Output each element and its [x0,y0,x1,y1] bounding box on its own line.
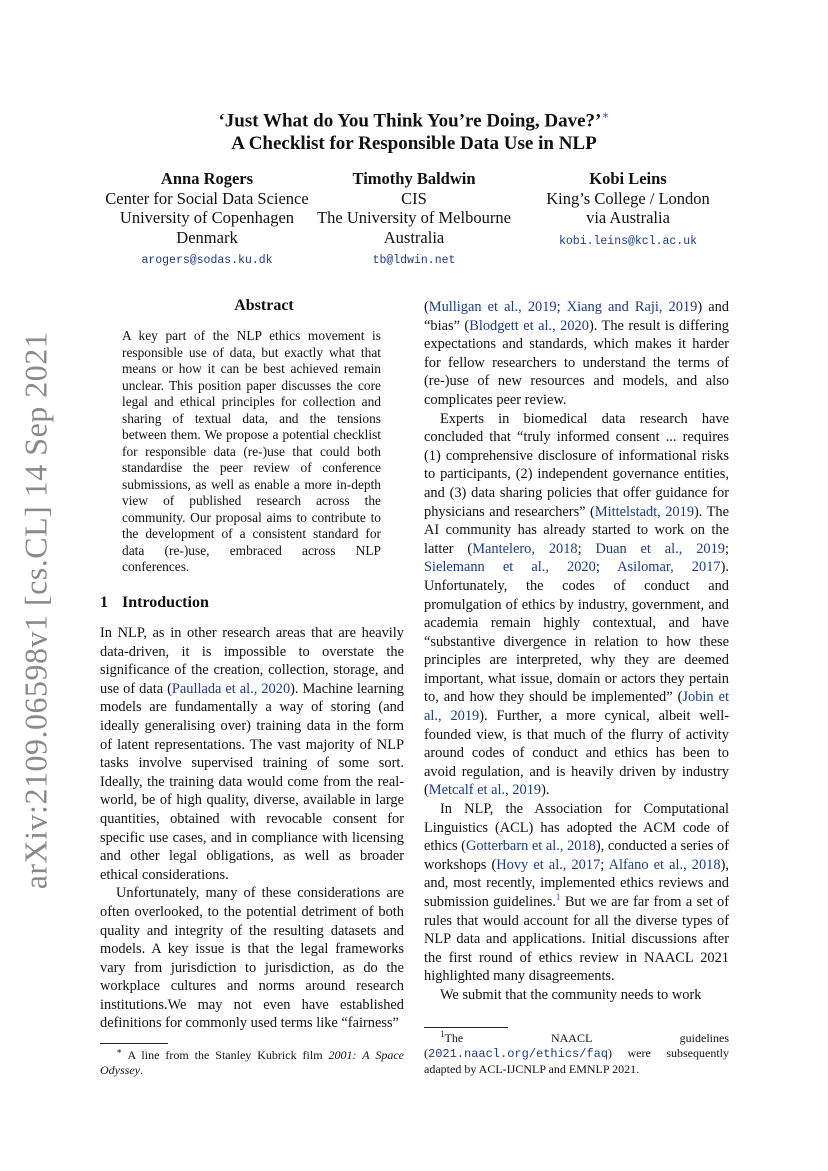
author-affiliation: via Australia [586,208,670,227]
author-email[interactable]: kobi.leins@kcl.ac.uk [558,234,698,248]
citation-link[interactable]: Xiang and Raji, 2019 [566,299,698,315]
author-affiliation: King’s College / London [546,188,710,208]
section-title: Introduction [122,594,209,611]
arxiv-watermark: arXiv:2109.06598v1 [cs.CL] 14 Sep 2021 [17,331,54,889]
abstract-text: A key part of the NLP ethics movement is responsible use of data, but exactly what that means or how it can be best achieved remain unclear. This position paper discusses the core legal and ethical principles for collection and sharing of textual data, and the tensions between them. We propose a potential checklist for responsible data (re-)use that could both standardise the peer review of conference submissions, as well as enable a more in-depth view of published research across the community. Our proposal aims to contribute to the development of a consistent standard for data (re-)use, embraced across NLP conferences. [122,328,381,574]
citation-link[interactable]: Asilomar, 2017 [617,559,721,576]
author-affiliation: Center for Social Data Science [105,188,309,208]
paragraph: Experts in biomedical data research have concluded that “truly informed consent ... requires (1) comprehensive disclosure of informational risks to participants, (2) independent governance entities, and (3) data sharing policies that offer guidance for physicians and researchers” (Mittelstadt, 2019). The AI community has already started to work on the latter (Mantelero, 2018; Duan et al., 2019; Sielemann et al., 2020; Asilomar, 2017). Unfortunately, the codes of conduct and promulgation of ethics by industry, government, and academia remain highly contextual, and have “substantive divergence in relation to how these principles are interpreted, why they are deemed important, what issue, domain or actors they pertain to, and how they should be implemented” (Jobin et al., 2019). Further, a more cynical, albeit well-founded view, is that much of the flurry of activity around codes of conduct and ethics has been to avoid regulation, and is heavily driven by industry (Metcalf et al., 2019). [424,410,729,799]
footnote-mark: 1 [440,1029,445,1039]
abstract-heading: Abstract [234,297,294,314]
right-column-body [424,298,729,1005]
paragraph: Unfortunately, many of these considerations are often overlooked, to the potential detriment of both quality and integrity of the resulting datasets and models. A key issue is that the legal frameworks vary from jurisdiction to jurisdiction, as do the workplace cultures and norms around research institutions.We may not even have established definitions for commonly used terms like “fairness” [100,885,404,1032]
footnote-rule [100,1043,168,1044]
author-affiliation: The University of Melbourne [317,208,511,227]
section-heading [100,594,209,612]
paragraph: In NLP, as in other research areas that are heavily data-driven, it is impossible to overstate the significance of the creation, collection, storage, and use of data (Paullada et al., 2020). Machine learning models are fundamentally a way of storing (and ideally generalising over) training data in the form of latent representations. The vast majority of NLP tasks involve supervised training of some sort. Ideally, the training data would come from the real-world, be of high quality, diverse, available in large quantities, obtained with revocable consent for specific use cases, and in compliance with licensing and other legal obligations, as well as broader ethical considerations. [100,625,404,883]
citation-link[interactable]: Gotterbarn et al., 2018 [465,838,596,855]
footnote-marker[interactable]: 1 [555,892,561,903]
citation-link[interactable]: Mulligan et al., 2019 [428,299,557,315]
citation-link[interactable]: Alfano et al., 2018 [608,856,721,873]
title-line-1: ‘Just What do You Think You’re Doing, Dave?’∗ [218,108,610,132]
citation-link[interactable]: Sielemann et al., 2020 [424,559,596,576]
left-column-body [100,624,404,1033]
citation-link[interactable]: Jobin et al., 2019 [424,689,729,725]
author-block [314,169,514,271]
citation-link[interactable]: Blodgett et al., 2020 [469,317,589,334]
title-footnote-marker[interactable]: ∗ [601,108,610,122]
footnote-rule [424,1027,508,1028]
citation-link[interactable]: Duan et al., 2019 [595,540,725,557]
author-block [100,169,314,271]
author-affiliation: Australia [383,227,445,247]
author-name: Timothy Baldwin [352,169,476,188]
section-number: 1 [100,594,108,611]
footnote-mark: ∗ [116,1046,123,1056]
author-email[interactable]: arogers@sodas.ku.dk [141,254,273,267]
paper-title [100,104,728,155]
author-affiliation: University of Copenhagen [119,208,295,227]
paragraph: (Mulligan et al., 2019; Xiang and Raji, 2019) and “bias” (Blodgett et al., 2020). The result is differing expectations and standards, which makes it harder for fellow researchers to understand the terms of (re-)use of new resources and models, and also complicates peer review. [424,299,729,408]
footnote: $^1$The NAACL guidelines (2021.naacl.org/ethics/faq) were subsequently adapted by ACL-IJCNLP and EMNLP 2021. [424,1029,729,1076]
paragraph: We submit that the community needs to work [440,986,702,1003]
citation-link[interactable]: Paullada et al., 2020 [171,680,291,697]
citation-link[interactable]: Mantelero, 2018 [472,540,578,557]
citation-link[interactable]: Mittelstadt, 2019 [594,503,695,520]
paragraph: In NLP, the Association for Computational Linguistics (ACL) has adopted the ACM code of ethics (Gotterbarn et al., 2018), conducted a series of workshops (Hovy et al., 2017; Alfano et al., 2018), and, most recently, implemented ethics reviews and submission guidelines.$^1$ But we are far from a set of rules that would account for all the diverse types of NLP data and applications. Initial discussions after the first round of ethics review in NAACL 2021 highlighted many disagreements. [424,801,729,985]
author-affiliation: Denmark [176,227,238,247]
author-name: Kobi Leins [589,169,667,188]
title-line-2: A Checklist for Responsible Data Use in NLP [231,133,597,155]
guidelines-url-link[interactable]: 2021.naacl.org/ethics/faq [428,1047,609,1061]
author-name: Anna Rogers [160,169,254,188]
citation-link[interactable]: Hovy et al., 2017 [496,856,601,873]
author-block [528,169,728,251]
author-email[interactable]: tb@ldwin.net [372,254,456,267]
author-affiliation: CIS [401,188,427,208]
citation-link[interactable]: Metcalf et al., 2019 [428,782,542,799]
footnote: ∗ A line from the Stanley Kubrick film 2001: A Space Odyssey. [100,1046,404,1077]
